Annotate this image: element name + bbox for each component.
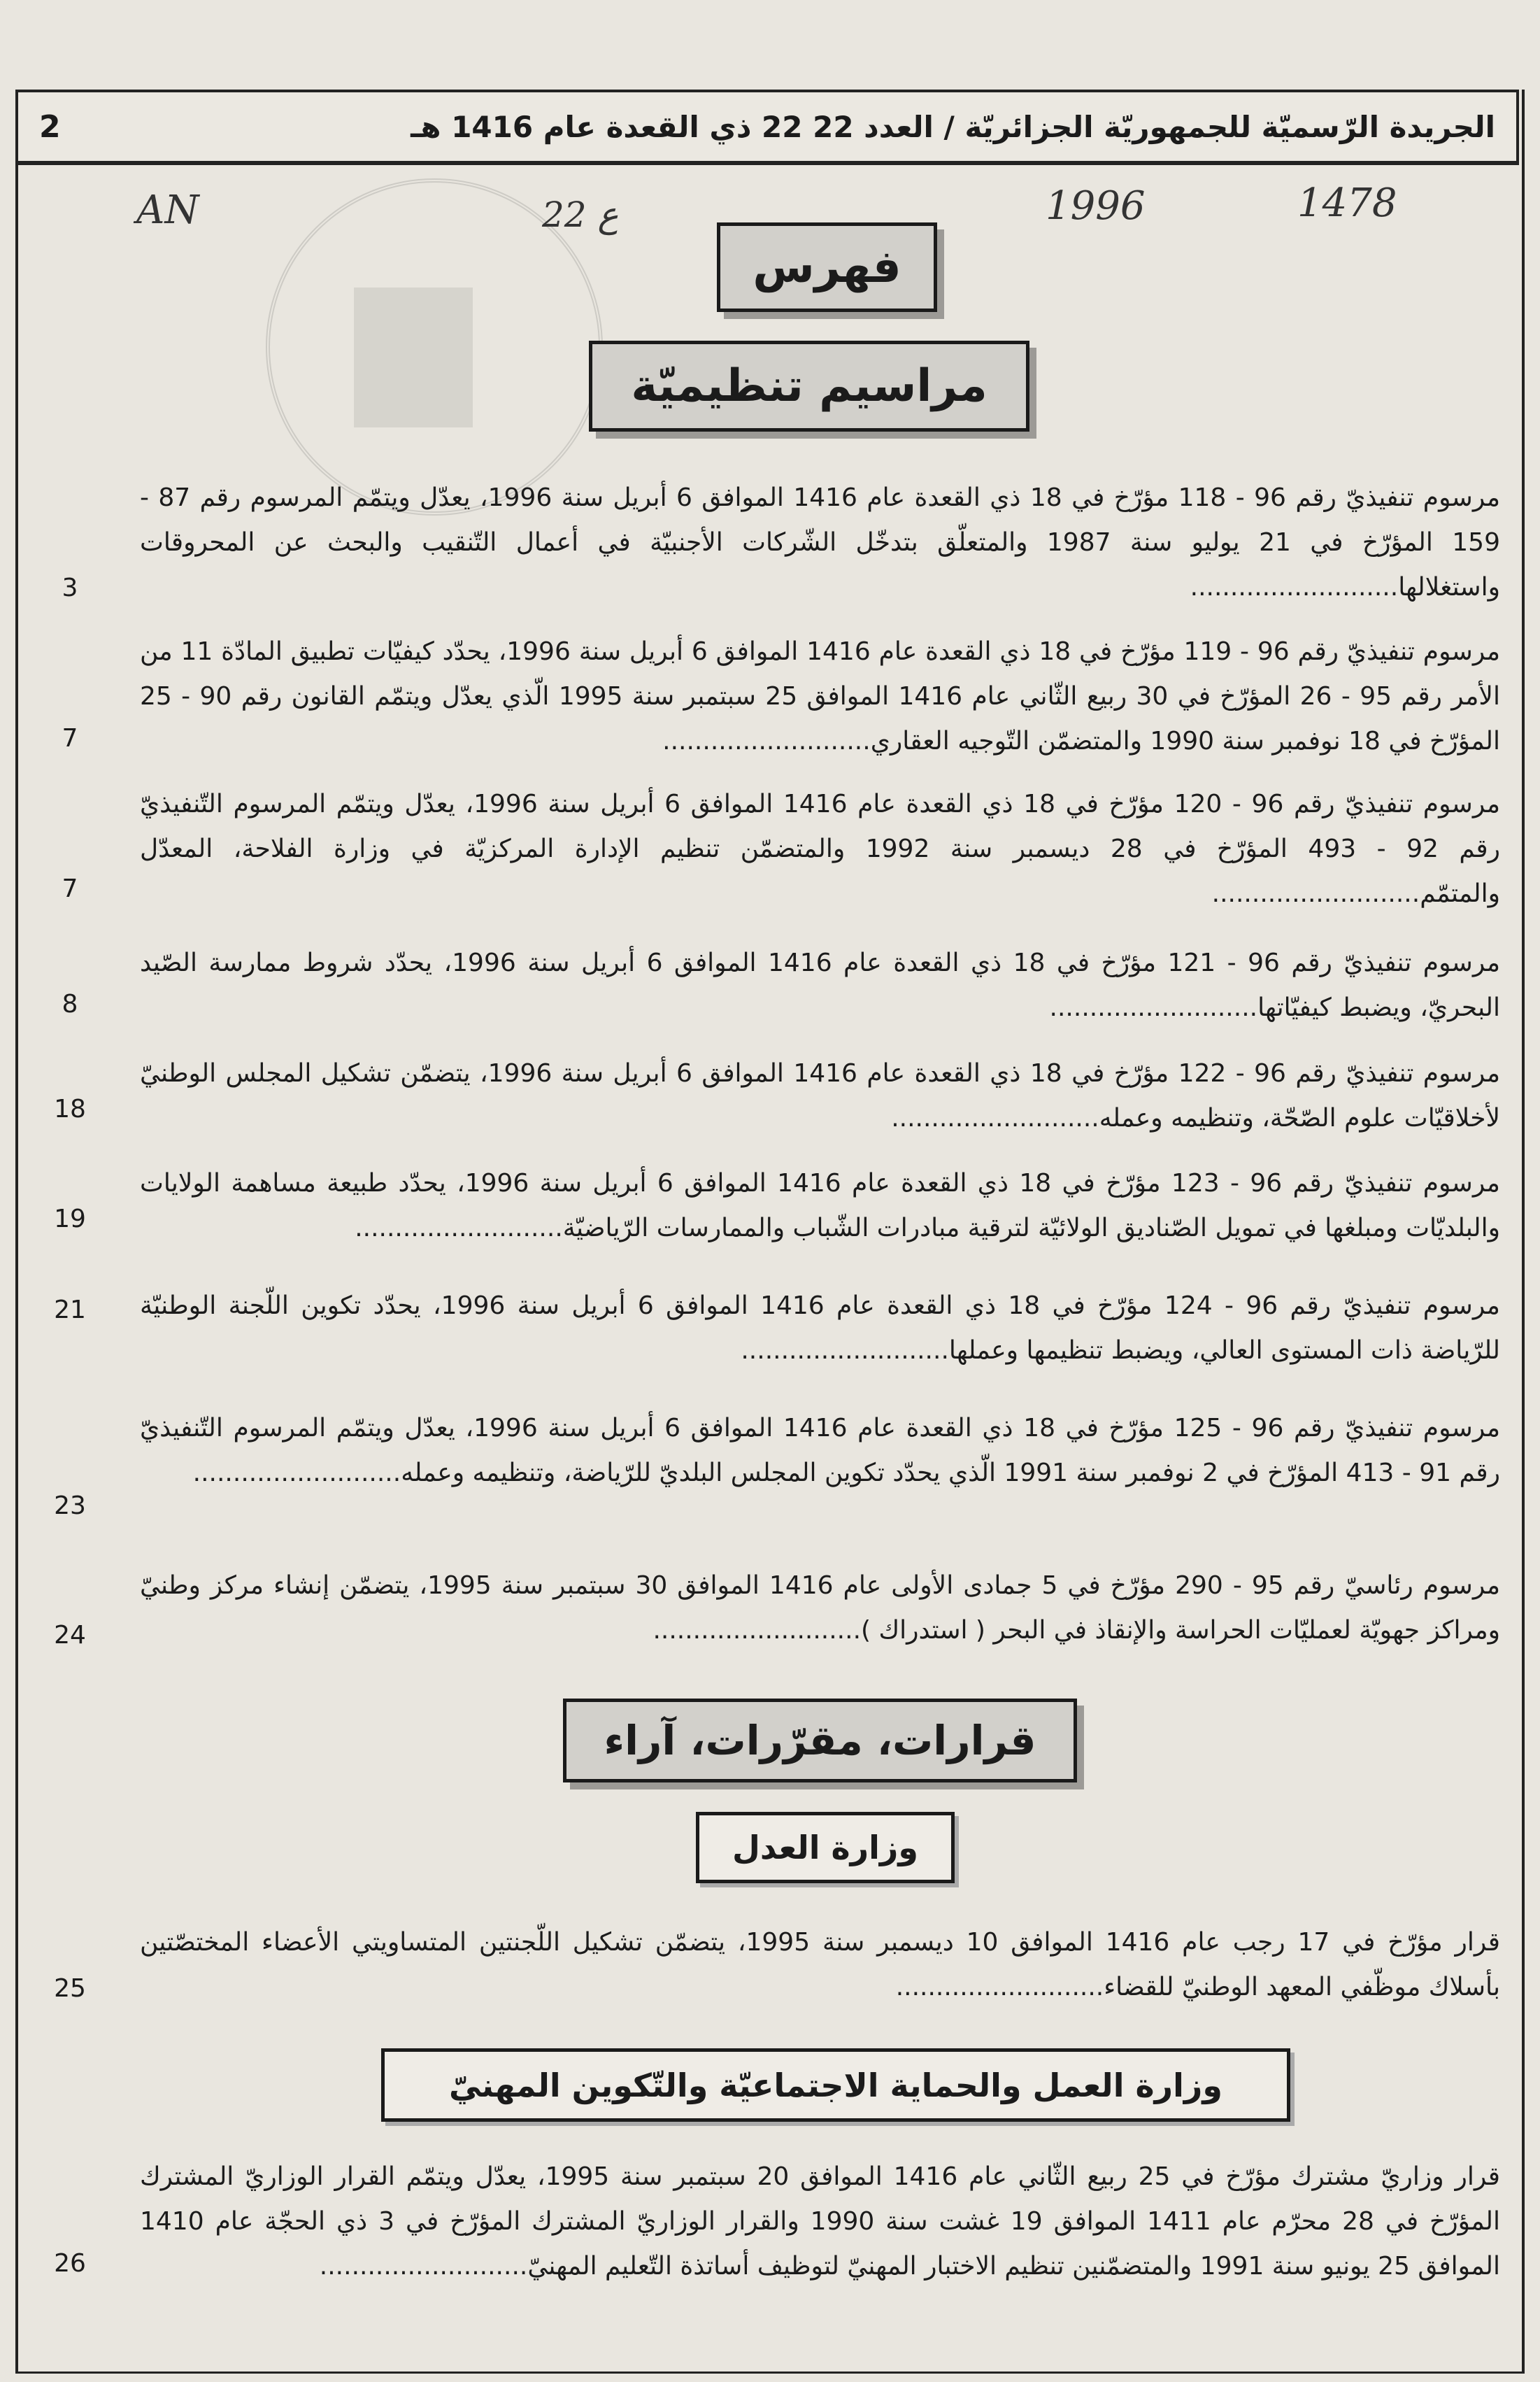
entry-page-number: 3 [62,574,78,602]
toc-entry: مرسوم تنفيذيّ رقم 96 - 118 مؤرّخ في 18 ذي القعدة عام 1416 الموافق 6 أبريل سنة 1996، يعدّل ويتمّم المرسوم رقم 87 - 159 المؤرّخ في 21 يوليو سنة 1987 والمتعلّق بتدخّل الشّركات الأجنبيّة في أعمال التّنقيب والبحث عن المحروقات واستغلالها.......................... [140,483,1500,602]
entry-text: قرار مؤرّخ في 17 رجب عام 1416 الموافق 10 ديسمبر سنة 1995، يتضمّن تشكيل اللّجنتين المتساويتي الأعضاء المختصّتين بأسلاك موظّفي المعهد الوطنيّ للقضاء. [140,1928,1500,2001]
toc-entry: مرسوم تنفيذيّ رقم 96 - 125 مؤرّخ في 18 ذي القعدة عام 1416 الموافق 6 أبريل سنة 1996، يعدّل ويتمّم المرسوم التّنفيذيّ رقم 91 - 413 المؤرّخ في 2 نوفمبر سنة 1991 الّذي يحدّد تكوين المجلس البلديّ للرّياضة، وتنظيمه وعمله.......................... [140,1414,1500,1487]
handwritten-number: 1478 [1297,180,1397,226]
entry-text: مرسوم تنفيذيّ رقم 96 - 119 مؤرّخ في 18 ذي القعدة عام 1416 الموافق 6 أبريل سنة 1996، يحدّد كيفيّات تطبيق المادّة 11 من الأمر رقم 95 - 26 المؤرّخ في 30 ربيع الثّاني عام 1416 الموافق 25 سبتمبر سنة 1995 الّذي يعدّل ويتمّم القانون رقم 90 - 25 المؤرّخ في 18 نوفمبر سنة 1990 والمتضمّن التّوجيه العقاري. [140,637,1500,756]
toc-entry: مرسوم تنفيذيّ رقم 96 - 120 مؤرّخ في 18 ذي القعدة عام 1416 الموافق 6 أبريل سنة 1996، يعدّل ويتمّم المرسوم التّنفيذيّ رقم 92 - 493 المؤرّخ في 28 ديسمبر سنة 1992 والمتضمّن تنظيم الإدارة المركزيّة في وزارة الفلاحة، المعدّل والمتمّم.......................... [140,790,1500,908]
entry-page-number: 24 [54,1621,86,1650]
entry-text: مرسوم تنفيذيّ رقم 96 - 118 مؤرّخ في 18 ذي القعدة عام 1416 الموافق 6 أبريل سنة 1996، يعدّل ويتمّم المرسوم رقم 87 - 159 المؤرّخ في 21 يوليو سنة 1987 والمتعلّق بتدخّل الشّركات الأجنبيّة في أعمال التّنقيب والبحث عن المحروقات واستغلالها. [140,483,1500,602]
toc-entry: مرسوم رئاسيّ رقم 95 - 290 مؤرّخ في 5 جمادى الأولى عام 1416 الموافق 30 سبتمبر سنة 1995، يتضمّن إنشاء مركز وطنيّ ومراكز جهويّة لعمليّات الحراسة والإنقاذ في البحر ( استدراك ).......................... [140,1571,1500,1645]
labor-ministry-title: وزارة العمل والحماية الاجتماعيّة والتّكوين المهنيّ [381,2048,1290,2122]
entry-page-number: 7 [62,724,78,753]
toc-entry: مرسوم تنفيذيّ رقم 96 - 119 مؤرّخ في 18 ذي القعدة عام 1416 الموافق 6 أبريل سنة 1996، يحدّد كيفيّات تطبيق المادّة 11 من الأمر رقم 95 - 26 المؤرّخ في 30 ربيع الثّاني عام 1416 الموافق 25 سبتمبر سنة 1995 الّذي يعدّل ويتمّم القانون رقم 90 - 25 المؤرّخ في 18 نوفمبر سنة 1990 والمتضمّن التّوجيه العقاري.......................... [140,637,1500,756]
toc-entry: مرسوم تنفيذيّ رقم 96 - 121 مؤرّخ في 18 ذي القعدة عام 1416 الموافق 6 أبريل سنة 1996، يحدّد شروط ممارسة الصّيد البحريّ، ويضبط كيفيّاتها.......................... [140,949,1500,1022]
entry-page-number: 23 [54,1491,86,1520]
toc-entry: مرسوم تنفيذيّ رقم 96 - 124 مؤرّخ في 18 ذي القعدة عام 1416 الموافق 6 أبريل سنة 1996، يحدّد تكوين اللّجنة الوطنيّة للرّياضة ذات المستوى العالي، ويضبط تنظيمها وعملها.......................... [140,1291,1500,1365]
entry-page-number: 21 [54,1296,86,1324]
entry-page-number: 26 [54,2249,86,2278]
entry-page-number: 8 [62,990,78,1019]
decisions-section-title: قرارات، مقرّرات، آراء [563,1699,1077,1782]
entry-page-number: 7 [62,874,78,903]
entry-page-number: 18 [54,1095,86,1123]
index-title: فهرس [717,222,937,312]
entry-text: مرسوم تنفيذيّ رقم 96 - 123 مؤرّخ في 18 ذي القعدة عام 1416 الموافق 6 أبريل سنة 1996، يحدّد طبيعة مساهمة الولايات والبلديّات ومبلغها في تمويل الصّناديق الولائيّة لترقية مبادرات الشّباب والممارسات الرّياضيّة. [140,1169,1500,1242]
toc-entry: مرسوم تنفيذيّ رقم 96 - 123 مؤرّخ في 18 ذي القعدة عام 1416 الموافق 6 أبريل سنة 1996، يحدّد طبيعة مساهمة الولايات والبلديّات ومبلغها في تمويل الصّناديق الولائيّة لترقية مبادرات الشّباب والممارسات الرّياضيّة.......................... [140,1169,1500,1242]
toc-entry: قرار مؤرّخ في 17 رجب عام 1416 الموافق 10 ديسمبر سنة 1995، يتضمّن تشكيل اللّجنتين المتساويتي الأعضاء المختصّتين بأسلاك موظّفي المعهد الوطنيّ للقضاء.......................... [140,1928,1500,2001]
entry-text: مرسوم تنفيذيّ رقم 96 - 124 مؤرّخ في 18 ذي القعدة عام 1416 الموافق 6 أبريل سنة 1996، يحدّد تكوين اللّجنة الوطنيّة للرّياضة ذات المستوى العالي، ويضبط تنظيمها وعملها. [140,1291,1500,1365]
handwritten-note-left: AN [136,187,199,233]
entry-text: مرسوم تنفيذيّ رقم 96 - 121 مؤرّخ في 18 ذي القعدة عام 1416 الموافق 6 أبريل سنة 1996، يحدّد شروط ممارسة الصّيد البحريّ، ويضبط كيفيّاتها. [140,949,1500,1022]
entry-text: مرسوم رئاسيّ رقم 95 - 290 مؤرّخ في 5 جمادى الأولى عام 1416 الموافق 30 سبتمبر سنة 1995، يتضمّن إنشاء مركز وطنيّ ومراكز جهويّة لعمليّات الحراسة والإنقاذ في البحر ( استدراك ). [140,1571,1500,1645]
entry-page-number: 25 [54,1974,86,2003]
entry-text: مرسوم تنفيذيّ رقم 96 - 125 مؤرّخ في 18 ذي القعدة عام 1416 الموافق 6 أبريل سنة 1996، يعدّل ويتمّم المرسوم التّنفيذيّ رقم 91 - 413 المؤرّخ في 2 نوفمبر سنة 1991 الّذي يحدّد تكوين المجلس البلديّ للرّياضة، وتنظيمه وعمله. [140,1414,1500,1487]
justice-ministry-title: وزارة العدل [696,1812,955,1883]
decrees-section-title: مراسيم تنظيميّة [589,341,1029,432]
handwritten-year: 1996 [1046,183,1146,229]
toc-entry: مرسوم تنفيذيّ رقم 96 - 122 مؤرّخ في 18 ذي القعدة عام 1416 الموافق 6 أبريل سنة 1996، يتضمّن تشكيل المجلس الوطنيّ لأخلاقيّات علوم الصّحّة، وتنظيمه وعمله.......................... [140,1059,1500,1133]
entry-text: مرسوم تنفيذيّ رقم 96 - 122 مؤرّخ في 18 ذي القعدة عام 1416 الموافق 6 أبريل سنة 1996، يتضمّن تشكيل المجلس الوطنيّ لأخلاقيّات علوم الصّحّة، وتنظيمه وعمله. [140,1059,1500,1133]
page-header [15,90,1519,165]
page-number: 2 [39,108,61,145]
handwritten-note-mid: 22 ع [542,194,619,235]
entry-text: قرار وزاريّ مشترك مؤرّخ في 25 ربيع الثّاني عام 1416 الموافق 20 سبتمبر سنة 1995، يعدّل ويتمّم القرار الوزاريّ المشترك المؤرّخ في 28 محرّم عام 1411 الموافق 19 غشت سنة 1990 والقرار الوزاريّ المشترك المؤرّخ في 3 ذي الحجّة عام 1410 الموافق 25 يونيو سنة 1991 والمتضمّنين تنظيم الاختبار المهنيّ لتوظيف أساتذة التّعليم المهنيّ. [140,2162,1501,2281]
toc-entry: قرار وزاريّ مشترك مؤرّخ في 25 ربيع الثّاني عام 1416 الموافق 20 سبتمبر سنة 1995، يعدّل ويتمّم القرار الوزاريّ المشترك المؤرّخ في 28 محرّم عام 1411 الموافق 19 غشت سنة 1990 والقرار الوزاريّ المشترك المؤرّخ في 3 ذي الحجّة عام 1410 الموافق 25 يونيو سنة 1991 والمتضمّنين تنظيم الاختبار المهنيّ لتوظيف أساتذة التّعليم المهنيّ.......................... [140,2162,1501,2281]
entry-text: مرسوم تنفيذيّ رقم 96 - 120 مؤرّخ في 18 ذي القعدة عام 1416 الموافق 6 أبريل سنة 1996، يعدّل ويتمّم المرسوم التّنفيذيّ رقم 92 - 493 المؤرّخ في 28 ديسمبر سنة 1992 والمتضمّن تنظيم الإدارة المركزيّة في وزارة الفلاحة، المعدّل والمتمّم. [140,790,1500,908]
entry-page-number: 19 [54,1205,86,1233]
journal-title: الجريدة الرّسميّة للجمهوريّة الجزائريّة / العدد 22 22 ذي القعدة عام 1416 هـ [411,109,1495,144]
